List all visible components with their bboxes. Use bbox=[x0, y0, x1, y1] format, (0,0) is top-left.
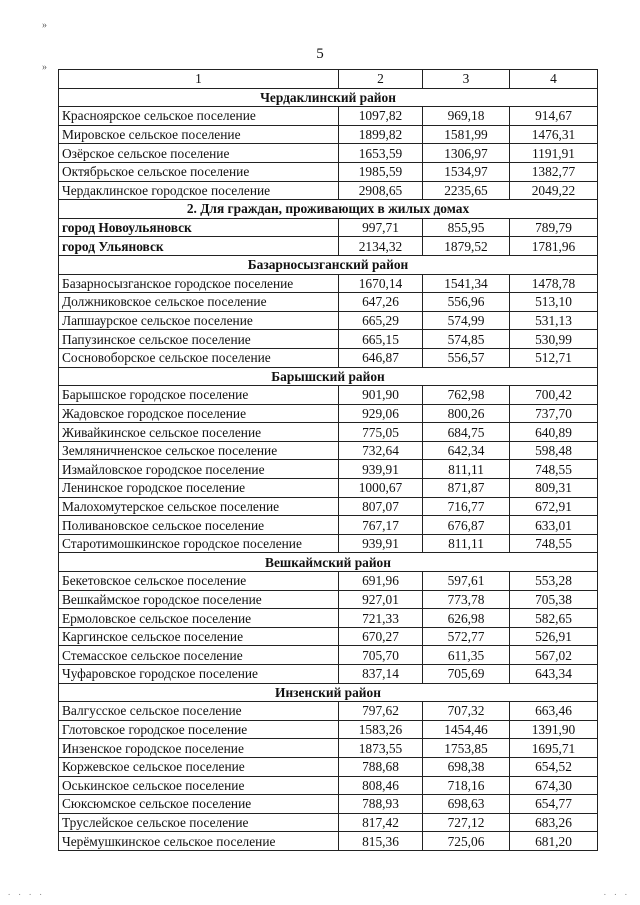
settlement-name: Озёрское сельское поселение bbox=[59, 144, 339, 163]
value-cell-col4: 674,30 bbox=[510, 776, 598, 795]
value-cell-col3: 698,63 bbox=[423, 795, 510, 814]
settlement-name: Черёмушкинское сельское поселение bbox=[59, 832, 339, 851]
value-cell-col4: 526,91 bbox=[510, 627, 598, 646]
value-cell-col2: 732,64 bbox=[339, 441, 423, 460]
scan-edge-marks: . . . . bbox=[8, 887, 45, 897]
settlement-name: Папузинское сельское поселение bbox=[59, 330, 339, 349]
value-cell-col4: 681,20 bbox=[510, 832, 598, 851]
table-row bbox=[59, 720, 598, 739]
settlement-name: Оськинское сельское поселение bbox=[59, 776, 339, 795]
tariff-table-body bbox=[59, 70, 598, 851]
settlement-name: Лапшаурское сельское поселение bbox=[59, 311, 339, 330]
settlement-name: Чердаклинское городское поселение bbox=[59, 181, 339, 200]
value-cell-col2: 670,27 bbox=[339, 627, 423, 646]
value-cell-col2: 721,33 bbox=[339, 609, 423, 628]
table-row bbox=[59, 497, 598, 516]
value-cell-col3: 762,98 bbox=[423, 386, 510, 405]
section-header-row bbox=[59, 553, 598, 572]
value-cell-col2: 775,05 bbox=[339, 423, 423, 442]
settlement-name: Октябрьское сельское поселение bbox=[59, 162, 339, 181]
scan-mark: » bbox=[42, 20, 47, 31]
value-cell-col4: 1476,31 bbox=[510, 125, 598, 144]
value-cell-col3: 1454,46 bbox=[423, 720, 510, 739]
value-cell-col2: 837,14 bbox=[339, 665, 423, 684]
table-row bbox=[59, 832, 598, 851]
value-cell-col2: 665,29 bbox=[339, 311, 423, 330]
value-cell-col2: 788,68 bbox=[339, 757, 423, 776]
value-cell-col3: 1879,52 bbox=[423, 237, 510, 256]
settlement-name: Сосновоборское сельское поселение bbox=[59, 348, 339, 367]
value-cell-col3: 698,38 bbox=[423, 757, 510, 776]
value-cell-col2: 1097,82 bbox=[339, 107, 423, 126]
page-number: 5 bbox=[316, 46, 324, 62]
value-cell-col2: 1670,14 bbox=[339, 274, 423, 293]
value-cell-col4: 809,31 bbox=[510, 479, 598, 498]
value-cell-col3: 1541,34 bbox=[423, 274, 510, 293]
table-row bbox=[59, 423, 598, 442]
value-cell-col3: 1534,97 bbox=[423, 162, 510, 181]
value-cell-col4: 553,28 bbox=[510, 572, 598, 591]
settlement-name: Базарносызганское городское поселение bbox=[59, 274, 339, 293]
value-cell-col2: 1583,26 bbox=[339, 720, 423, 739]
value-cell-col4: 1781,96 bbox=[510, 237, 598, 256]
table-row bbox=[59, 125, 598, 144]
settlement-name: город Ульяновск bbox=[59, 237, 339, 256]
value-cell-col4: 789,79 bbox=[510, 218, 598, 237]
section-header-row bbox=[59, 255, 598, 274]
section-title: Вешкаймский район bbox=[59, 553, 598, 572]
section-header-row bbox=[59, 367, 598, 386]
settlement-name: Валгусское сельское поселение bbox=[59, 702, 339, 721]
settlement-name: Бекетовское сельское поселение bbox=[59, 572, 339, 591]
value-cell-col4: 1695,71 bbox=[510, 739, 598, 758]
value-cell-col3: 574,85 bbox=[423, 330, 510, 349]
value-cell-col4: 513,10 bbox=[510, 293, 598, 312]
value-cell-col4: 683,26 bbox=[510, 813, 598, 832]
value-cell-col2: 647,26 bbox=[339, 293, 423, 312]
table-row bbox=[59, 144, 598, 163]
table-row bbox=[59, 404, 598, 423]
value-cell-col4: 748,55 bbox=[510, 534, 598, 553]
value-cell-col3: 705,69 bbox=[423, 665, 510, 684]
settlement-name: Должниковское сельское поселение bbox=[59, 293, 339, 312]
table-row bbox=[59, 386, 598, 405]
value-cell-col4: 582,65 bbox=[510, 609, 598, 628]
value-cell-col4: 2049,22 bbox=[510, 181, 598, 200]
value-cell-col3: 626,98 bbox=[423, 609, 510, 628]
value-cell-col2: 1899,82 bbox=[339, 125, 423, 144]
table-row bbox=[59, 311, 598, 330]
settlement-name: Чуфаровское городское поселение bbox=[59, 665, 339, 684]
value-cell-col2: 815,36 bbox=[339, 832, 423, 851]
value-cell-col4: 567,02 bbox=[510, 646, 598, 665]
value-cell-col4: 598,48 bbox=[510, 441, 598, 460]
value-cell-col2: 901,90 bbox=[339, 386, 423, 405]
value-cell-col3: 684,75 bbox=[423, 423, 510, 442]
section-title: Инзенский район bbox=[59, 683, 598, 702]
settlement-name: Стемасское сельское поселение bbox=[59, 646, 339, 665]
value-cell-col3: 1581,99 bbox=[423, 125, 510, 144]
settlement-name: Вешкаймское городское поселение bbox=[59, 590, 339, 609]
value-cell-col2: 807,07 bbox=[339, 497, 423, 516]
section-title: 2. Для граждан, проживающих в жилых домах bbox=[59, 200, 598, 219]
column-header: 2 bbox=[339, 70, 423, 89]
value-cell-col4: 914,67 bbox=[510, 107, 598, 126]
settlement-name: Глотовское городское поселение bbox=[59, 720, 339, 739]
value-cell-col3: 1753,85 bbox=[423, 739, 510, 758]
table-row bbox=[59, 460, 598, 479]
value-cell-col4: 512,71 bbox=[510, 348, 598, 367]
column-header: 4 bbox=[510, 70, 598, 89]
section-header-row bbox=[59, 683, 598, 702]
value-cell-col3: 811,11 bbox=[423, 534, 510, 553]
value-cell-col4: 663,46 bbox=[510, 702, 598, 721]
value-cell-col2: 939,91 bbox=[339, 460, 423, 479]
value-cell-col3: 642,34 bbox=[423, 441, 510, 460]
value-cell-col4: 700,42 bbox=[510, 386, 598, 405]
table-row bbox=[59, 237, 598, 256]
table-row bbox=[59, 181, 598, 200]
value-cell-col2: 767,17 bbox=[339, 516, 423, 535]
value-cell-col2: 646,87 bbox=[339, 348, 423, 367]
value-cell-col3: 800,26 bbox=[423, 404, 510, 423]
value-cell-col2: 691,96 bbox=[339, 572, 423, 591]
value-cell-col2: 788,93 bbox=[339, 795, 423, 814]
settlement-name: Мировское сельское поселение bbox=[59, 125, 339, 144]
settlement-name: Барышское городское поселение bbox=[59, 386, 339, 405]
table-row bbox=[59, 479, 598, 498]
table-row bbox=[59, 348, 598, 367]
table-row bbox=[59, 702, 598, 721]
settlement-name: Ленинское городское поселение bbox=[59, 479, 339, 498]
value-cell-col4: 654,52 bbox=[510, 757, 598, 776]
table-row bbox=[59, 757, 598, 776]
settlement-name: Живайкинское сельское поселение bbox=[59, 423, 339, 442]
value-cell-col3: 611,35 bbox=[423, 646, 510, 665]
column-header: 3 bbox=[423, 70, 510, 89]
value-cell-col2: 929,06 bbox=[339, 404, 423, 423]
value-cell-col4: 633,01 bbox=[510, 516, 598, 535]
value-cell-col2: 939,91 bbox=[339, 534, 423, 553]
value-cell-col3: 597,61 bbox=[423, 572, 510, 591]
table-row bbox=[59, 776, 598, 795]
table-row bbox=[59, 813, 598, 832]
section-header-row bbox=[59, 200, 598, 219]
value-cell-col4: 530,99 bbox=[510, 330, 598, 349]
value-cell-col3: 556,96 bbox=[423, 293, 510, 312]
value-cell-col4: 748,55 bbox=[510, 460, 598, 479]
table-row bbox=[59, 107, 598, 126]
settlement-name: Старотимошкинское городское поселение bbox=[59, 534, 339, 553]
table-row bbox=[59, 218, 598, 237]
scan-edge-marks: . . . bbox=[603, 887, 630, 897]
table-row bbox=[59, 162, 598, 181]
value-cell-col3: 811,11 bbox=[423, 460, 510, 479]
section-title: Чердаклинский район bbox=[59, 88, 598, 107]
value-cell-col2: 808,46 bbox=[339, 776, 423, 795]
value-cell-col3: 556,57 bbox=[423, 348, 510, 367]
value-cell-col3: 2235,65 bbox=[423, 181, 510, 200]
table-row bbox=[59, 795, 598, 814]
value-cell-col4: 643,34 bbox=[510, 665, 598, 684]
table-row bbox=[59, 609, 598, 628]
column-header: 1 bbox=[59, 70, 339, 89]
settlement-name: Красноярское сельское поселение bbox=[59, 107, 339, 126]
value-cell-col2: 997,71 bbox=[339, 218, 423, 237]
section-title: Барышский район bbox=[59, 367, 598, 386]
table-row bbox=[59, 739, 598, 758]
value-cell-col3: 707,32 bbox=[423, 702, 510, 721]
value-cell-col4: 640,89 bbox=[510, 423, 598, 442]
settlement-name: Измайловское городское поселение bbox=[59, 460, 339, 479]
table-row bbox=[59, 516, 598, 535]
value-cell-col3: 871,87 bbox=[423, 479, 510, 498]
settlement-name: Малохомутерское сельское поселение bbox=[59, 497, 339, 516]
table-row bbox=[59, 274, 598, 293]
value-cell-col3: 716,77 bbox=[423, 497, 510, 516]
value-cell-col2: 1000,67 bbox=[339, 479, 423, 498]
value-cell-col2: 927,01 bbox=[339, 590, 423, 609]
value-cell-col4: 531,13 bbox=[510, 311, 598, 330]
table-row bbox=[59, 590, 598, 609]
table-row bbox=[59, 293, 598, 312]
value-cell-col4: 1391,90 bbox=[510, 720, 598, 739]
table-row bbox=[59, 330, 598, 349]
value-cell-col3: 574,99 bbox=[423, 311, 510, 330]
value-cell-col2: 2908,65 bbox=[339, 181, 423, 200]
table-row bbox=[59, 572, 598, 591]
value-cell-col4: 737,70 bbox=[510, 404, 598, 423]
value-cell-col2: 797,62 bbox=[339, 702, 423, 721]
value-cell-col4: 672,91 bbox=[510, 497, 598, 516]
settlement-name: Земляничненское сельское поселение bbox=[59, 441, 339, 460]
section-title: Базарносызганский район bbox=[59, 255, 598, 274]
value-cell-col4: 1478,78 bbox=[510, 274, 598, 293]
scan-mark: » bbox=[42, 62, 47, 73]
value-cell-col3: 727,12 bbox=[423, 813, 510, 832]
value-cell-col2: 817,42 bbox=[339, 813, 423, 832]
table-row bbox=[59, 627, 598, 646]
table-row bbox=[59, 534, 598, 553]
settlement-name: Жадовское городское поселение bbox=[59, 404, 339, 423]
settlement-name: Коржевское сельское поселение bbox=[59, 757, 339, 776]
settlement-name: Труслейское сельское поселение bbox=[59, 813, 339, 832]
value-cell-col2: 1653,59 bbox=[339, 144, 423, 163]
settlement-name: Сюксюмское сельское поселение bbox=[59, 795, 339, 814]
value-cell-col4: 654,77 bbox=[510, 795, 598, 814]
table-header-row bbox=[59, 70, 598, 89]
value-cell-col2: 2134,32 bbox=[339, 237, 423, 256]
value-cell-col2: 665,15 bbox=[339, 330, 423, 349]
tariff-table bbox=[58, 69, 598, 851]
settlement-name: Каргинское сельское поселение bbox=[59, 627, 339, 646]
value-cell-col3: 725,06 bbox=[423, 832, 510, 851]
value-cell-col3: 773,78 bbox=[423, 590, 510, 609]
value-cell-col2: 1873,55 bbox=[339, 739, 423, 758]
settlement-name: город Новоульяновск bbox=[59, 218, 339, 237]
settlement-name: Ермоловское сельское поселение bbox=[59, 609, 339, 628]
section-header-row bbox=[59, 88, 598, 107]
value-cell-col3: 1306,97 bbox=[423, 144, 510, 163]
value-cell-col2: 1985,59 bbox=[339, 162, 423, 181]
table-row bbox=[59, 665, 598, 684]
value-cell-col2: 705,70 bbox=[339, 646, 423, 665]
table-row bbox=[59, 646, 598, 665]
value-cell-col3: 718,16 bbox=[423, 776, 510, 795]
settlement-name: Поливановское сельское поселение bbox=[59, 516, 339, 535]
value-cell-col4: 1382,77 bbox=[510, 162, 598, 181]
value-cell-col4: 1191,91 bbox=[510, 144, 598, 163]
value-cell-col3: 855,95 bbox=[423, 218, 510, 237]
value-cell-col3: 572,77 bbox=[423, 627, 510, 646]
value-cell-col3: 969,18 bbox=[423, 107, 510, 126]
value-cell-col4: 705,38 bbox=[510, 590, 598, 609]
settlement-name: Инзенское городское поселение bbox=[59, 739, 339, 758]
value-cell-col3: 676,87 bbox=[423, 516, 510, 535]
table-row bbox=[59, 441, 598, 460]
